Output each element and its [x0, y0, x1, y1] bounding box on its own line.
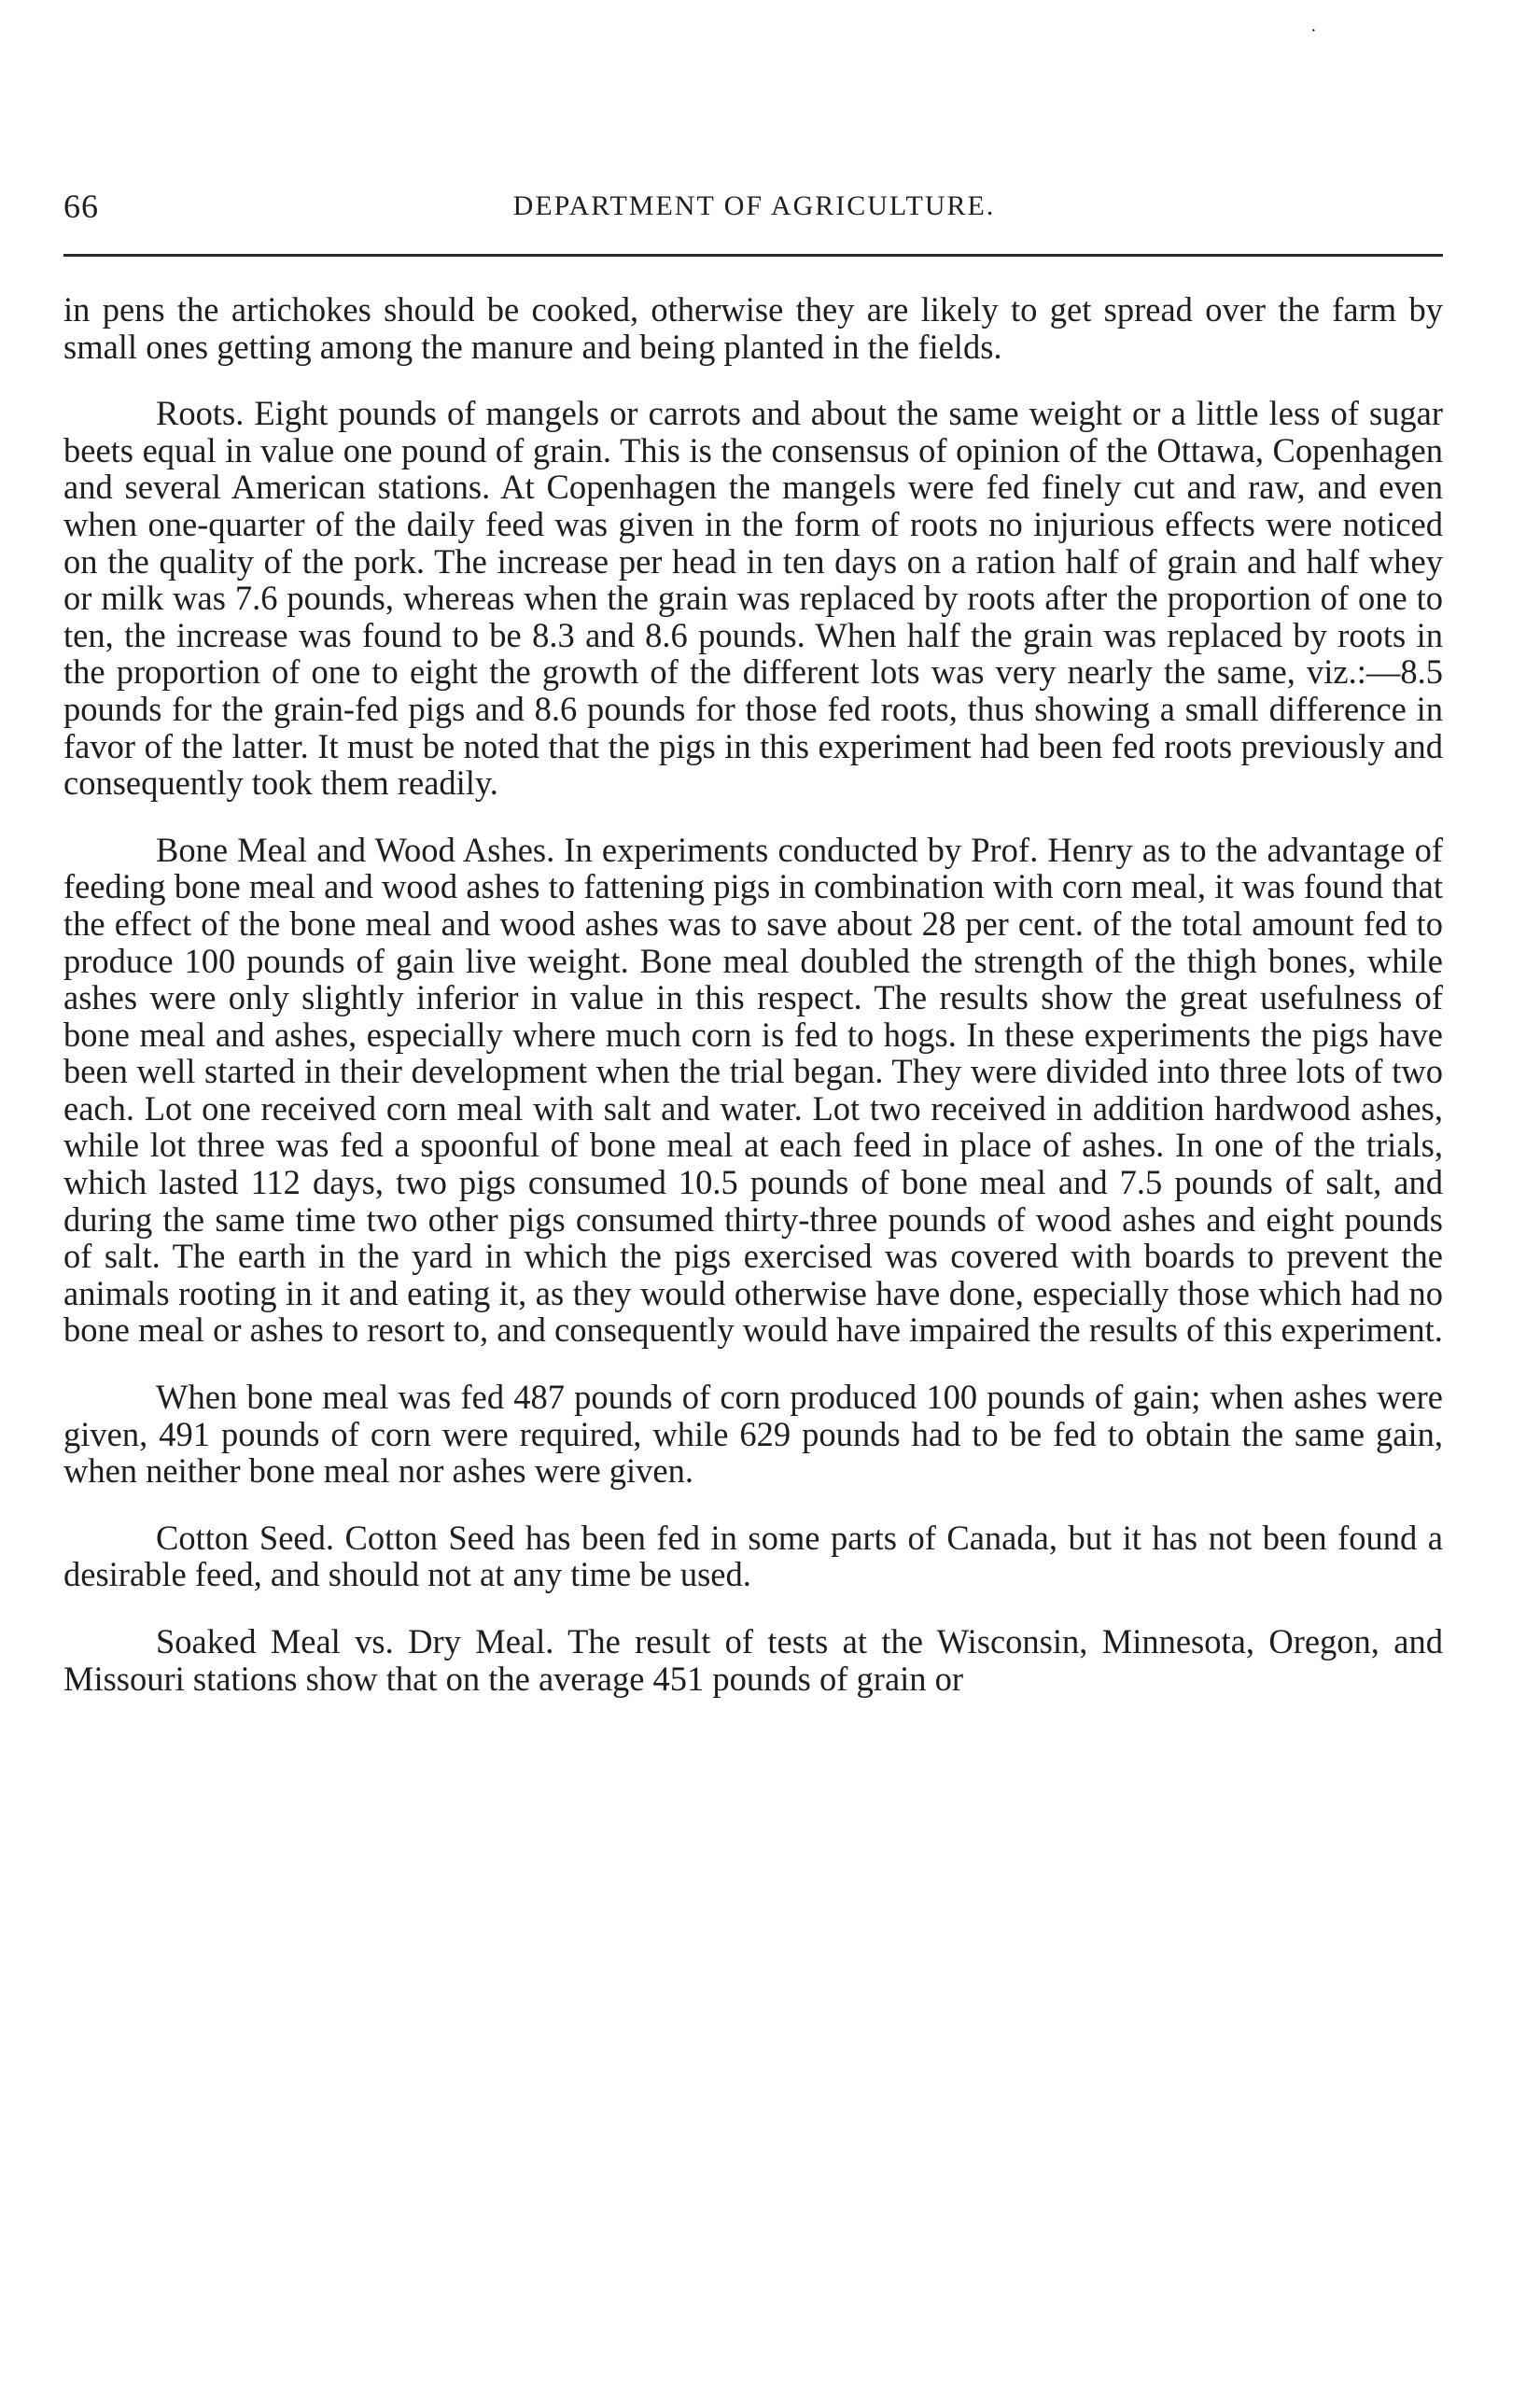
body-text [63, 291, 1443, 1727]
corner-mark: · [1310, 21, 1317, 41]
paragraph-roots: Roots. Eight pounds of mangels or carrots and about the same weight or a little less of sugar beets equal in value one pound of grain. This is the consensus of opinion of the Ottawa, Copenhagen and several American stations. At Copenhagen the mangels were fed finely cut and raw, and even when one-quarter of the daily feed was given in the form of roots no injurious effects were noticed on the quality of the pork. The increase per head in ten days on a ration half of grain and half whey or milk was 7.6 pounds, whereas when the grain was replaced by roots after the proportion of one to ten, the increase was found to be 8.3 and 8.6 pounds. When half the grain was replaced by roots in the proportion of one to eight the growth of the different lots was very nearly the same, viz.:—8.5 pounds for the grain-fed pigs and 8.6 pounds for those fed roots, thus showing a small difference in favor of the latter. It must be noted that the pigs in this experiment had been fed roots previously and consequently took them readily. [63, 394, 1443, 803]
page-header [63, 187, 1445, 243]
running-head: DEPARTMENT OF AGRICULTURE. [512, 190, 996, 221]
page-number: 66 [63, 188, 99, 225]
paragraph-artichokes: in pens the artichokes should be cooked, otherwise they are likely to get spread over the farm by small ones getting among the manure and being planted in the fields. [63, 290, 1443, 366]
header-rule [63, 254, 1443, 257]
paragraph-bone-meal-wood-ashes: Bone Meal and Wood Ashes. In experiments conducted by Prof. Henry as to the advantage of feeding bone meal and wood ashes to fattening pigs in combination with corn meal, it was found that the effect of the bone meal and wood ashes was to save about 28 per cent. of the total amount fed to produce 100 pounds of gain live weight. Bone meal doubled the strength of the thigh bones, while ashes were only slightly inferior in value in this respect. The results show the great usefulness of bone meal and ashes, especially where much corn is fed to hogs. In these experiments the pigs have been well started in their development when the trial began. They were divided into three lots of two each. Lot one received corn meal with salt and water. Lot two received in addition hardwood ashes, while lot three was fed a spoonful of bone meal at each feed in place of ashes. In one of the trials, which lasted 112 days, two pigs consumed 10.5 pounds of bone meal and 7.5 pounds of salt, and during the same time two other pigs consumed thirty-three pounds of wood ashes and eight pounds of salt. The earth in the yard in which the pigs exercised was covered with boards to prevent the animals rooting in it and eating it, as they would otherwise have done, especially those which had no bone meal or ashes to resort to, and consequently would have impaired the results of this experiment. [63, 830, 1443, 1350]
paragraph-soaked-meal: Soaked Meal vs. Dry Meal. The result of tests at the Wisconsin, Minnesota, Oregon, and Missouri stations show that on the average 451 pounds of grain or [63, 1622, 1443, 1698]
paragraph-bone-meal-results: When bone meal was fed 487 pounds of corn produced 100 pounds of gain; when ashes were given, 491 pounds of corn were required, while 629 pounds had to be fed to obtain the same gain, when neither bone meal nor ashes were given. [63, 1378, 1443, 1491]
paragraph-cotton-seed: Cotton Seed. Cotton Seed has been fed in some parts of Canada, but it has not been found a desirable feed, and should not at any time be used. [63, 1518, 1443, 1594]
